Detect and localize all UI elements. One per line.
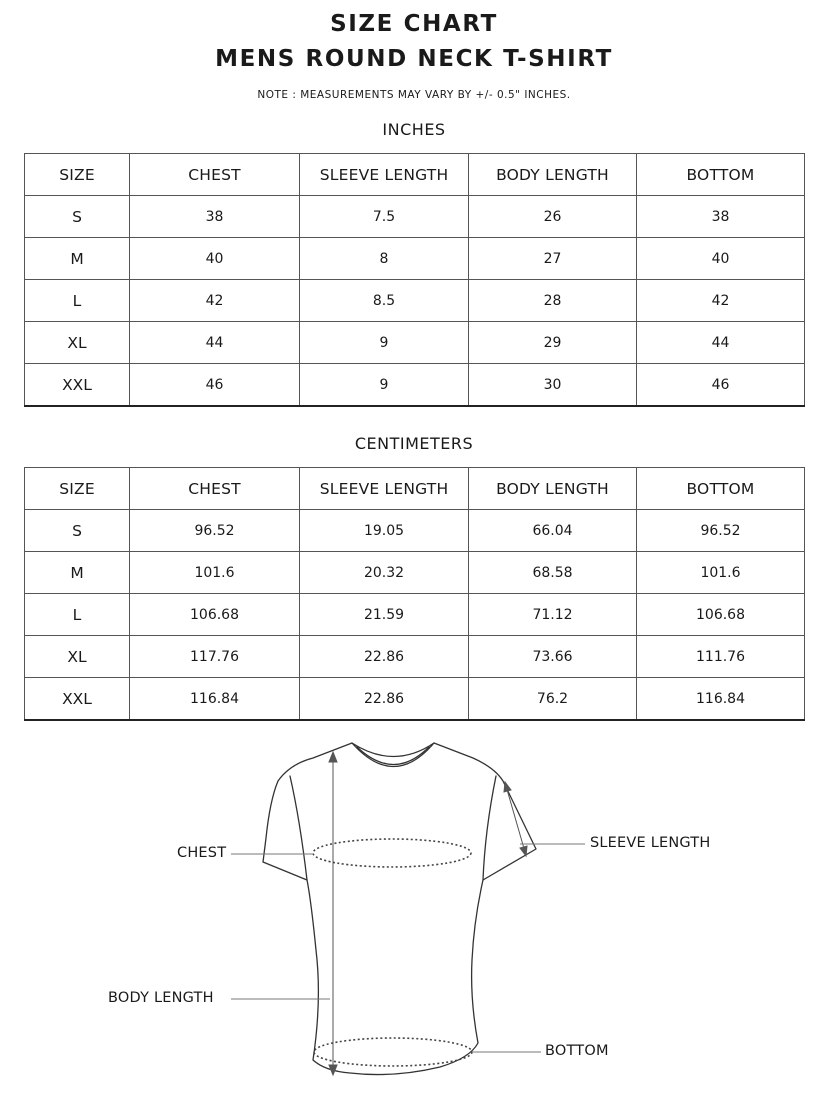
value-cell: 101.6 <box>130 552 300 594</box>
table-row <box>25 364 805 407</box>
value-cell: 42 <box>637 280 805 322</box>
sleeve-arrow-head-bottom <box>520 846 527 856</box>
page-title: SIZE CHART <box>330 11 498 37</box>
value-cell: 29 <box>469 322 637 364</box>
bottom-label: BOTTOM <box>545 1043 609 1059</box>
tshirt-diagram <box>0 728 828 1110</box>
value-cell: 7.5 <box>300 196 469 238</box>
value-cell: 106.68 <box>637 594 805 636</box>
value-cell: 68.58 <box>469 552 637 594</box>
header-cell: SIZE <box>25 468 130 510</box>
value-cell: 9 <box>300 322 469 364</box>
size-cell: L <box>25 594 130 636</box>
header-cell: CHEST <box>130 154 300 196</box>
collar-line <box>352 743 434 767</box>
value-cell: 38 <box>637 196 805 238</box>
value-cell: 44 <box>637 322 805 364</box>
size-cell: XXL <box>25 364 130 407</box>
header-cell: SIZE <box>25 154 130 196</box>
value-cell: 111.76 <box>637 636 805 678</box>
chest-ellipse <box>313 839 471 867</box>
value-cell: 96.52 <box>637 510 805 552</box>
tshirt-outline <box>263 743 536 1075</box>
value-cell: 106.68 <box>130 594 300 636</box>
size-cell: XL <box>25 322 130 364</box>
table-header-row <box>25 468 805 510</box>
value-cell: 9 <box>300 364 469 407</box>
table-header-row <box>25 154 805 196</box>
value-cell: 27 <box>469 238 637 280</box>
value-cell: 66.04 <box>469 510 637 552</box>
value-cell: 44 <box>130 322 300 364</box>
size-cell: S <box>25 510 130 552</box>
value-cell: 76.2 <box>469 678 637 721</box>
value-cell: 71.12 <box>469 594 637 636</box>
size-cell: L <box>25 280 130 322</box>
value-cell: 20.32 <box>300 552 469 594</box>
centimeters-size-table <box>24 467 805 721</box>
value-cell: 73.66 <box>469 636 637 678</box>
table-row <box>25 678 805 721</box>
value-cell: 26 <box>469 196 637 238</box>
value-cell: 46 <box>130 364 300 407</box>
bottom-ellipse <box>314 1038 472 1066</box>
table-row <box>25 196 805 238</box>
value-cell: 22.86 <box>300 678 469 721</box>
inches-size-table <box>24 153 805 407</box>
table-row <box>25 280 805 322</box>
table-row <box>25 238 805 280</box>
value-cell: 46 <box>637 364 805 407</box>
table-row <box>25 552 805 594</box>
measurement-note: NOTE : MEASUREMENTS MAY VARY BY +/- 0.5" INCHES. <box>257 89 571 101</box>
collar-band <box>357 747 429 765</box>
value-cell: 40 <box>637 238 805 280</box>
header-cell: BODY LENGTH <box>469 154 637 196</box>
chest-label: CHEST <box>177 845 227 861</box>
value-cell: 21.59 <box>300 594 469 636</box>
value-cell: 40 <box>130 238 300 280</box>
sleeve-length-label: SLEEVE LENGTH <box>590 835 711 851</box>
table-row <box>25 594 805 636</box>
header-cell: SLEEVE LENGTH <box>300 154 469 196</box>
table-row <box>25 322 805 364</box>
size-cell: S <box>25 196 130 238</box>
size-cell: XXL <box>25 678 130 721</box>
header-cell: BOTTOM <box>637 468 805 510</box>
value-cell: 22.86 <box>300 636 469 678</box>
size-cell: M <box>25 552 130 594</box>
sleeve-arrow-head-top <box>504 782 511 792</box>
value-cell: 19.05 <box>300 510 469 552</box>
value-cell: 116.84 <box>637 678 805 721</box>
value-cell: 116.84 <box>130 678 300 721</box>
value-cell: 28 <box>469 280 637 322</box>
inches-unit-label: INCHES <box>382 120 446 139</box>
value-cell: 38 <box>130 196 300 238</box>
value-cell: 42 <box>130 280 300 322</box>
value-cell: 30 <box>469 364 637 407</box>
value-cell: 8.5 <box>300 280 469 322</box>
header-cell: SLEEVE LENGTH <box>300 468 469 510</box>
header-cell: BODY LENGTH <box>469 468 637 510</box>
value-cell: 8 <box>300 238 469 280</box>
centimeters-unit-label: CENTIMETERS <box>354 434 474 453</box>
value-cell: 101.6 <box>637 552 805 594</box>
table-row <box>25 636 805 678</box>
size-cell: XL <box>25 636 130 678</box>
arrow-head-top <box>329 752 337 762</box>
page-subtitle: MENS ROUND NECK T-SHIRT <box>215 46 613 72</box>
value-cell: 96.52 <box>130 510 300 552</box>
right-sleeve-seam <box>483 776 496 880</box>
header-cell: BOTTOM <box>637 154 805 196</box>
body-length-label: BODY LENGTH <box>108 990 214 1006</box>
table-row <box>25 510 805 552</box>
left-sleeve-seam <box>290 776 307 880</box>
header-cell: CHEST <box>130 468 300 510</box>
value-cell: 117.76 <box>130 636 300 678</box>
size-cell: M <box>25 238 130 280</box>
